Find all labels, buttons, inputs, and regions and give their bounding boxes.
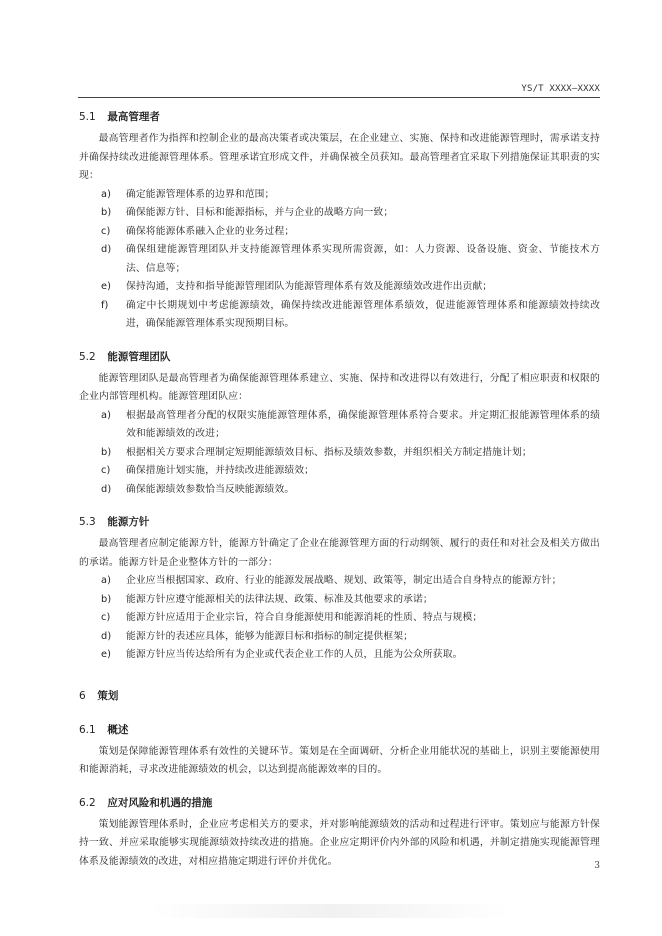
section-heading	[79, 346, 600, 368]
item-list	[79, 186, 600, 334]
chapter-heading	[79, 685, 600, 707]
list-item: d) 确保能源绩效参数恰当反映能源绩效。	[101, 483, 295, 495]
section-paragraph: 最高管理者作为指挥和控制企业的最高决策者或决策层，在企业建立、实施、保持和改进能源管理时，需承诺支持并确保持续改进能源管理体系。管理承诺宜形成文件，并确保被全员获知。最高管理者宜采取下列措施保证其职责的实现：	[79, 133, 600, 181]
section-heading	[79, 106, 600, 128]
section-number: 5.1	[79, 111, 96, 123]
list-item: e) 能源方针应当传达给所有为企业或代表企业工作的人员，且能为公众所获取。	[101, 649, 463, 660]
section-paragraph: 策划是保障能源管理体系有效性的关键环节。策划是在全面调研、分析企业用能状况的基础上，识别主要能源使用和能源消耗，寻求改进能源绩效的机会，以达到提高能源效率的目的。	[79, 745, 600, 775]
chapter-number: 6	[79, 689, 86, 702]
section-paragraph: 策划能源管理体系时，企业应考虑相关方的要求，并对影响能源绩效的活动和过程进行评审。策划应与能源方针保持一致、并应采取能够实现能源绩效持续改进的措施。企业应定期评价内外部的风险和机遇，并制定措施实现能源管理体系及能源绩效的改进，对相应措施定期进行评价并优化。	[79, 818, 600, 867]
section-heading	[79, 719, 600, 741]
page-number: 3	[594, 861, 600, 871]
section-title: 能源方针	[107, 516, 150, 528]
section-number: 6.1	[79, 723, 96, 736]
item-list	[79, 407, 600, 500]
list-item: b) 确保能源方针、目标和能源指标，并与企业的战略方向一致；	[101, 207, 394, 218]
section-title: 应对风险和机遇的措施	[107, 796, 213, 809]
list-item: a) 企业应当根据国家、政府、行业的能源发展战略、规划、政策等，制定出适合自身特点的能源方针；	[101, 575, 562, 586]
section-number: 5.3	[79, 516, 96, 528]
section-title: 最高管理者	[107, 111, 160, 123]
list-item: c) 确保措施计划实施，并持续改进能源绩效；	[101, 465, 315, 476]
list-item: c) 能源方针应适用于企业宗旨，符合自身能源使用和能源消耗的性质、特点与规模；	[101, 612, 483, 623]
section-heading	[79, 511, 600, 533]
footer-watermark	[150, 904, 510, 918]
list-item: d) 能源方针的表述应具体，能够为能源目标和指标的制定提供框架；	[101, 630, 414, 642]
list-item: a) 确定能源管理体系的边界和范围；	[101, 188, 275, 200]
list-item: a) 根据最高管理者分配的权限实施能源管理体系，确保能源管理体系符合要求。并定期汇报能源管理体系的绩效和能源绩效的改进；	[101, 409, 600, 439]
list-item: b) 根据相关方要求合理制定短期能源绩效目标、指标及绩效参数，并组织相关方制定措施计划；	[101, 446, 532, 458]
list-item: c) 确保将能源体系融入企业的业务过程；	[101, 225, 295, 237]
list-item: e) 保持沟通，支持和指导能源管理团队为能源管理体系有效及能源绩效改进作出贡献；	[101, 281, 493, 292]
header-rule	[78, 97, 600, 98]
chapter-title: 策划	[97, 689, 119, 702]
section-number: 6.2	[79, 796, 96, 809]
section-paragraph: 最高管理者应制定能源方针，能源方针确定了企业在能源管理方面的行动纲领、履行的责任和对社会及相关方做出的承诺。能源方针是企业整体方针的一部分：	[79, 538, 600, 568]
list-item: f) 确定中长期规划中考虑能源绩效，确保持续改进能源管理体系绩效，促进能源管理体系和能源绩效持续改进，确保能源管理体系实现预期目标。	[101, 299, 600, 329]
section-title: 能源管理团队	[107, 350, 171, 363]
document-body	[79, 106, 600, 871]
section-number: 5.2	[79, 350, 96, 363]
section-paragraph: 能源管理团队是最高管理者为确保能源管理体系建立、实施、保持和改进得以有效进行，分配了相应职责和权限的企业内部管理机构。能源管理团队应：	[79, 372, 600, 402]
document-code: YS/T XXXX—XXXX	[521, 84, 600, 94]
section-heading	[79, 792, 600, 814]
section-title: 概述	[107, 723, 129, 736]
list-item: b) 能源方针应遵守能源相关的法律法规、政策、标准及其他要求的承诺；	[101, 593, 433, 605]
item-list	[79, 572, 600, 665]
list-item: d) 确保组建能源管理团队并支持能源管理体系实现所需资源，如：人力资源、设备设施、资金、节能技术方法、信息等；	[101, 244, 600, 274]
